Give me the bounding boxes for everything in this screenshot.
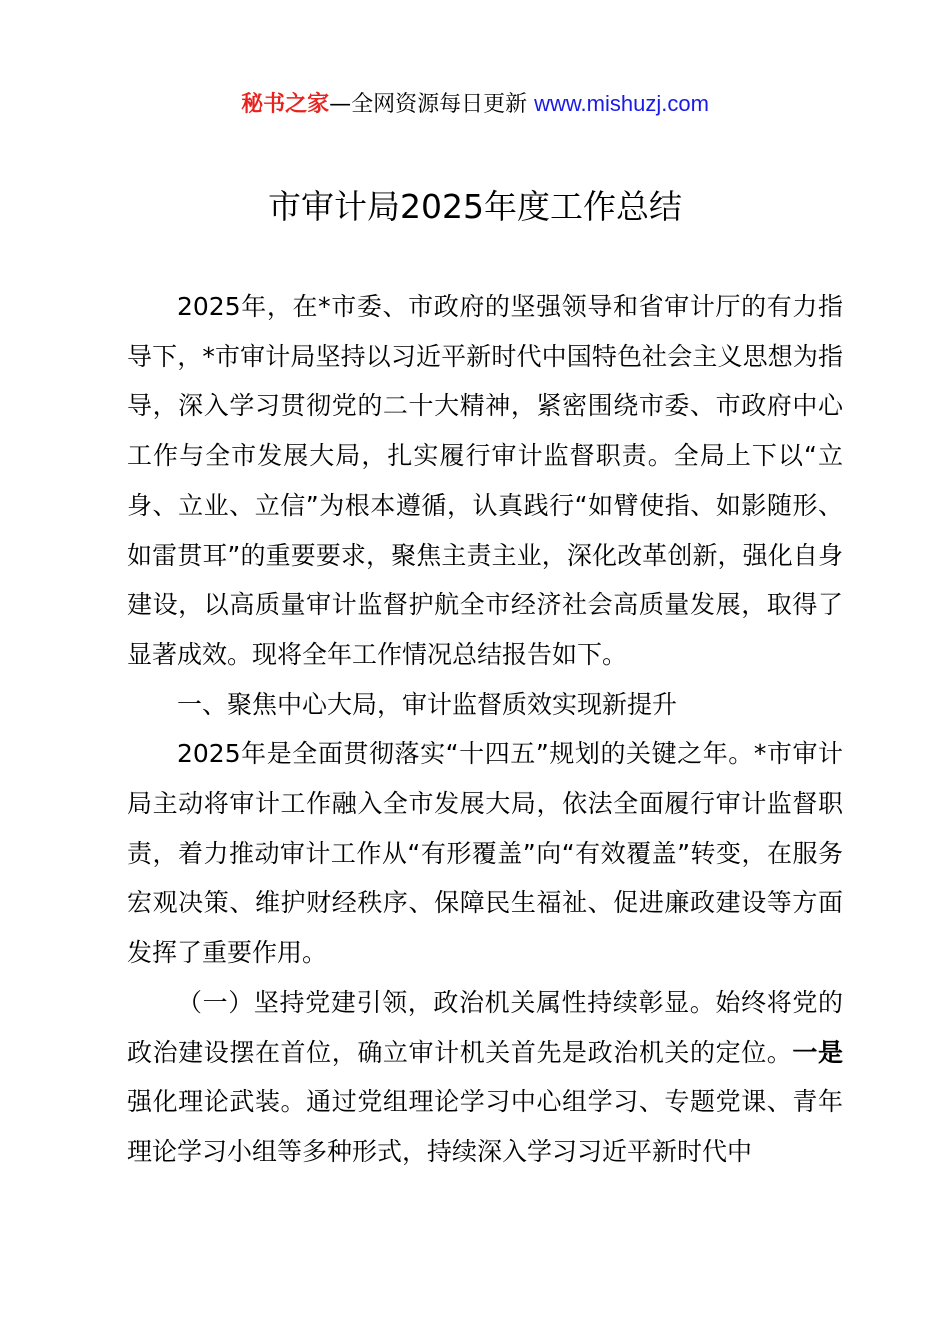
header-tagline: —全网资源每日更新 <box>329 92 535 117</box>
section-1-paragraph: 2025年是全面贯彻落实“十四五”规划的关键之年。*市审计局主动将审计工作融入全市发展大局，依法全面履行审计监督职责，着力推动审计工作从“有形覆盖”向“有效覆盖”转变，在服务宏观决策、维护财经秩序、保障民生福祉、促进廉政建设等方面发挥了重要作用。 <box>127 739 843 968</box>
site-url-link[interactable]: www.mishuzj.com <box>534 91 709 116</box>
subsection-1-text: （一）坚持党建引领，政治机关属性持续彰显。始终将党的政治建设摆在首位，确立审计机关首先是政治机关的定位。 <box>127 987 843 1067</box>
document-title: 市审计局2025年度工作总结 <box>268 187 682 226</box>
site-header <box>0 86 950 123</box>
section-1-heading: 一、聚焦中心大局，审计监督质效实现新提升 <box>177 689 678 719</box>
subsection-1-paragraph <box>127 978 843 1177</box>
document-body <box>127 282 843 1177</box>
point-1-label: 一是 <box>792 1037 843 1067</box>
intro-paragraph: 2025年，在*市委、市政府的坚强领导和省审计厅的有力指导下，*市审计局坚持以习近平新时代中国特色社会主义思想为指导，深入学习贯彻党的二十大精神，紧密围绕市委、市政府中心工作与全市发展大局，扎实履行审计监督职责。全局上下以“立身、立业、立信”为根本遵循，认真践行“如臂使指、如影随形、如雷贯耳”的重要要求，聚焦主责主业，深化改革创新，强化自身建设，以高质量审计监督护航全市经济社会高质量发展，取得了显著成效。现将全年工作情况总结报告如下。 <box>127 292 843 669</box>
point-1-text: 强化理论武装。通过党组理论学习中心组学习、专题党课、青年理论学习小组等多种形式，持续深入学习习近平新时代中 <box>127 1087 843 1166</box>
brand-name: 秘书之家 <box>241 92 330 117</box>
